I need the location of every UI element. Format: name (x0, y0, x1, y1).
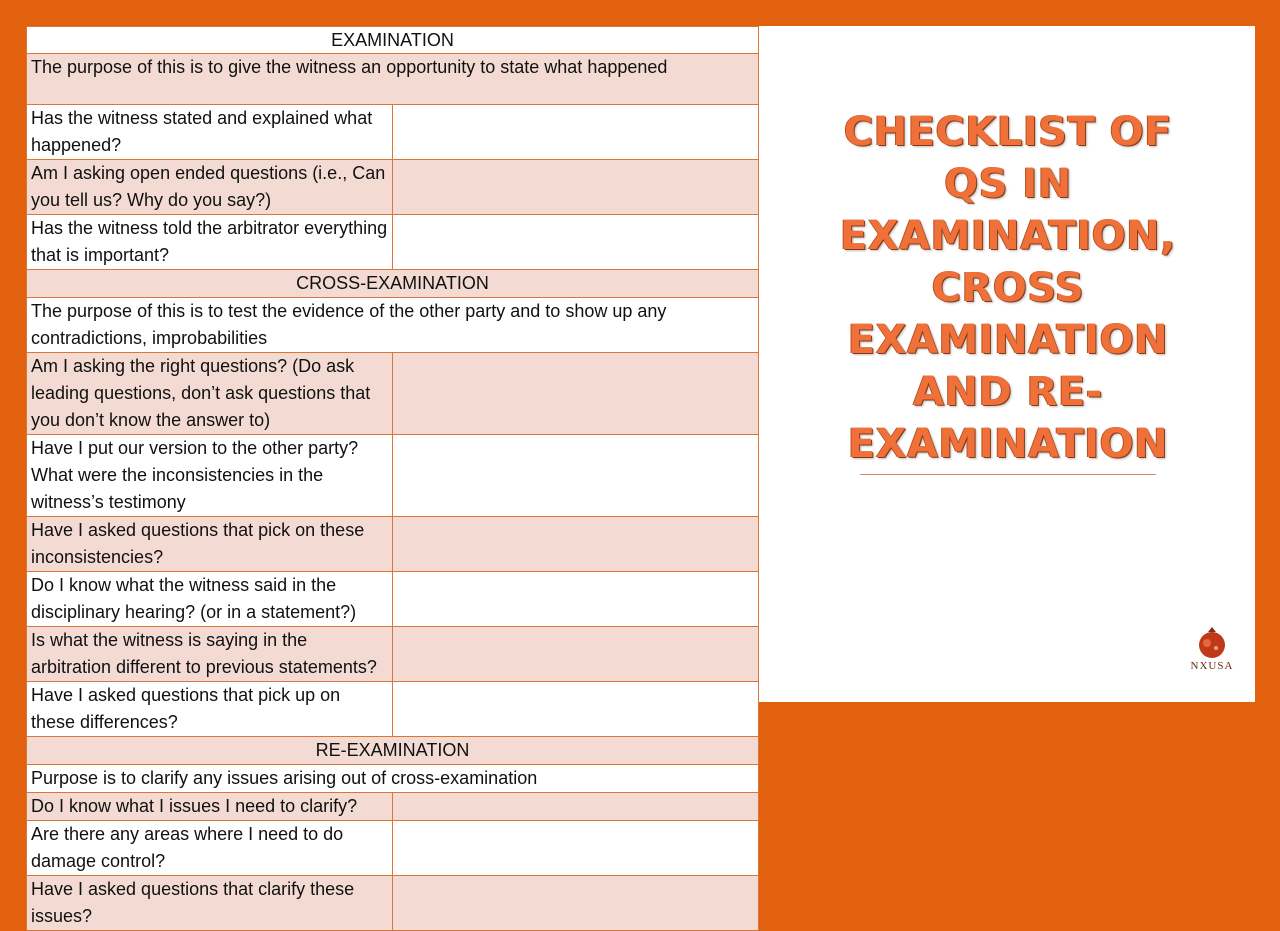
question-text: Has the witness stated and explained what happened? (27, 105, 393, 160)
check-cell (393, 105, 759, 160)
section-header-reexam (27, 737, 759, 765)
check-cell (393, 517, 759, 572)
title-line: AND RE- (913, 369, 1103, 415)
purpose-row-cross (27, 298, 759, 353)
check-cell (393, 793, 759, 821)
table-row (27, 876, 759, 931)
question-text: Am I asking the right questions? (Do ask leading questions, don’t ask questions that you don’t know the answer to) (27, 353, 393, 435)
check-cell (393, 215, 759, 270)
brand-logo (1174, 626, 1250, 682)
question-text: Do I know what the witness said in the disciplinary hearing? (or in a statement?) (27, 572, 393, 627)
title-line: QS IN (944, 161, 1072, 207)
section-heading: RE-EXAMINATION (27, 737, 759, 765)
table-row (27, 572, 759, 627)
title-line: EXAMINATION, (840, 213, 1176, 259)
slide (26, 26, 1255, 926)
purpose-text: The purpose of this is to test the evidence of the other party and to show up any contradictions, improbabilities (27, 298, 759, 353)
table-row (27, 793, 759, 821)
pomegranate-logo-icon (1192, 626, 1232, 660)
table-row (27, 682, 759, 737)
table-row (27, 215, 759, 270)
title-line: CROSS (931, 265, 1085, 311)
table-row (27, 517, 759, 572)
section-heading: CROSS-EXAMINATION (27, 270, 759, 298)
check-cell (393, 627, 759, 682)
question-text: Is what the witness is saying in the arbitration different to previous statements? (27, 627, 393, 682)
check-cell (393, 821, 759, 876)
question-text: Am I asking open ended questions (i.e., Can you tell us? Why do you say?) (27, 160, 393, 215)
table-row (27, 353, 759, 435)
logo-text: NXUSA (1190, 660, 1234, 672)
purpose-text: The purpose of this is to give the witness an opportunity to state what happened (27, 54, 759, 105)
question-text: Do I know what I issues I need to clarify? (27, 793, 393, 821)
checklist-table (26, 26, 759, 931)
check-cell (393, 682, 759, 737)
check-cell (393, 572, 759, 627)
title-line: EXAMINATION (847, 317, 1169, 363)
check-cell (393, 353, 759, 435)
slide-title (826, 106, 1190, 475)
title-underline (860, 474, 1156, 475)
check-cell (393, 160, 759, 215)
purpose-text: Purpose is to clarify any issues arising out of cross-examination (27, 765, 759, 793)
section-header-cross (27, 270, 759, 298)
question-text: Have I put our version to the other party? What were the inconsistencies in the witness’s testimony (27, 435, 393, 517)
table-row (27, 160, 759, 215)
check-cell (393, 435, 759, 517)
question-text: Have I asked questions that pick on these inconsistencies? (27, 517, 393, 572)
title-line: EXAMINATION (847, 421, 1169, 467)
purpose-row-reexam (27, 765, 759, 793)
table-row (27, 627, 759, 682)
purpose-row-examination (27, 54, 759, 105)
table-row (27, 821, 759, 876)
check-cell (393, 876, 759, 931)
title-line: CHECKLIST OF (843, 109, 1173, 155)
question-text: Have I asked questions that clarify these issues? (27, 876, 393, 931)
question-text: Has the witness told the arbitrator everything that is important? (27, 215, 393, 270)
table-row (27, 105, 759, 160)
section-header-examination (27, 27, 759, 54)
question-text: Have I asked questions that pick up on these differences? (27, 682, 393, 737)
question-text: Are there any areas where I need to do damage control? (27, 821, 393, 876)
table-row (27, 435, 759, 517)
section-heading: EXAMINATION (27, 27, 759, 54)
